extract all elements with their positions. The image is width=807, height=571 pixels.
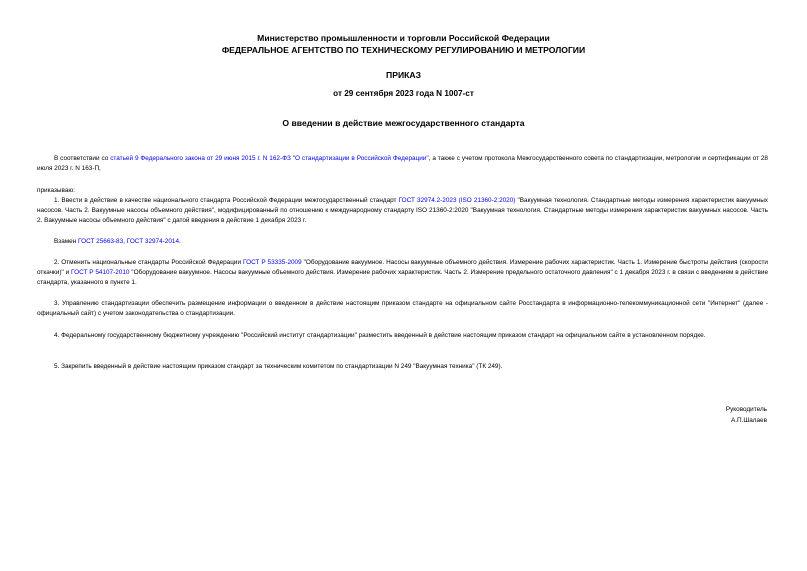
gost-25663-83-link[interactable]: ГОСТ 25663-83 (78, 238, 124, 245)
item-2-text-3: "Оборудование вакуумное. Насосы вакуумные объемного действия. Измерение рабочих характеристик. Часть 2. Измерение предельного остаточного давления" с 1 декабря 2023 г. в связи с введением в действие стандарта, указанного в пункте 1. (37, 269, 769, 287)
item-2-paragraph (37, 258, 768, 289)
item-3-paragraph (37, 299, 768, 319)
item-1-text-1: 1. Ввести в действие в качестве национального стандарта Российской Федерации межгосударственный стандарт (54, 197, 399, 204)
item-5-text: 5. Закрепить введенный в действие настоящим приказом стандарт за техническим комитетом по стандартизации N 249 "Вакуумная техника" (ТК 249). (54, 363, 503, 370)
intro-text-2: , а также с учетом протокола Межгосударственного совета по стандартизации, метрологии и сертификации от 28 июля 2023 г. N 163-П, (37, 155, 768, 173)
signature-block (726, 404, 767, 426)
date-number-heading: от 29 сентября 2023 года N 1007-ст (333, 89, 474, 98)
gost-r-53335-2009-link[interactable]: ГОСТ Р 53335-2009 (243, 259, 302, 266)
agency-heading: ФЕДЕРАЛЬНОЕ АГЕНТСТВО ПО ТЕХНИЧЕСКОМУ РЕГУЛИРОВАНИЮ И МЕТРОЛОГИИ (221, 45, 586, 55)
replaces-paragraph (37, 237, 768, 247)
intro-text-1: В соответствии со (54, 155, 111, 162)
document-type-heading: ПРИКАЗ (386, 70, 421, 80)
gost-32974-2014-link[interactable]: ГОСТ 32974-2014 (126, 238, 180, 245)
federal-law-link[interactable]: статьей 9 Федерального закона от 29 июня 2015 г. N 162-ФЗ "О стандартизации в Российской Федерации" (110, 155, 429, 162)
gost-r-54107-2010-link[interactable]: ГОСТ Р 54107-2010 (71, 269, 130, 277)
replaces-text-3: . (179, 238, 181, 245)
signature-name: А.П.Шалаев (730, 417, 767, 424)
order-word-text: приказываю: (37, 187, 75, 194)
intro-paragraph (37, 154, 768, 174)
signature-title: Руководитель (725, 406, 767, 413)
item-3-text: 3. Управлению стандартизации обеспечить размещение информации о введенном в действие настоящим приказом стандарте на официальном сайте Росстандарта в информационно-телекоммуникационной сети "Интернет" (далее - официальный сайт) с учетом законодательства о стандартизации. (37, 300, 768, 318)
item-4-paragraph (37, 331, 768, 341)
subject-heading: О введении в действие межгосударственного стандарта (282, 118, 525, 128)
item-1-text-2: "Вакуумная технология. Стандартные методы измерения характеристик вакуумных насосов. Часть 2. Вакуумные насосы объемного действия", модифицированный по отношению к международному стандарту ISO 21360-2:2020 "Вакуумная технология. Стандартные методы измерения характеристик вакуумных насосов. Часть 2. Вакуумные насосы объемного действия" с датой введения в действие 1 декабря 2023 г. (37, 197, 768, 225)
item-5-paragraph (37, 362, 768, 372)
replaces-text-1: Взамен (54, 238, 78, 245)
order-word (37, 186, 768, 196)
item-2-text-1: 2. Отменить национальные стандарты Российской Федерации (54, 259, 243, 266)
item-2-text-2: "Оборудование вакуумное. Насосы вакуумные объемного действия. Измерение рабочих характеристик. Часть 1. Измерение быстроты действия (скорости откачки)" и (37, 259, 769, 277)
item-1-paragraph (37, 196, 768, 227)
item-4-text: 4. Федеральному государственному бюджетному учреждению "Российский институт стандартизации" разместить введенный в действие настоящим приказом стандарт на официальном сайте в установленном порядке. (54, 332, 706, 339)
ministry-heading: Министерство промышленности и торговли Российской Федерации (257, 33, 550, 43)
replaces-text-2: , (123, 238, 127, 245)
gost-32974-2-2023-link[interactable]: ГОСТ 32974.2-2023 (ISO 21360-2:2020) (398, 197, 516, 204)
